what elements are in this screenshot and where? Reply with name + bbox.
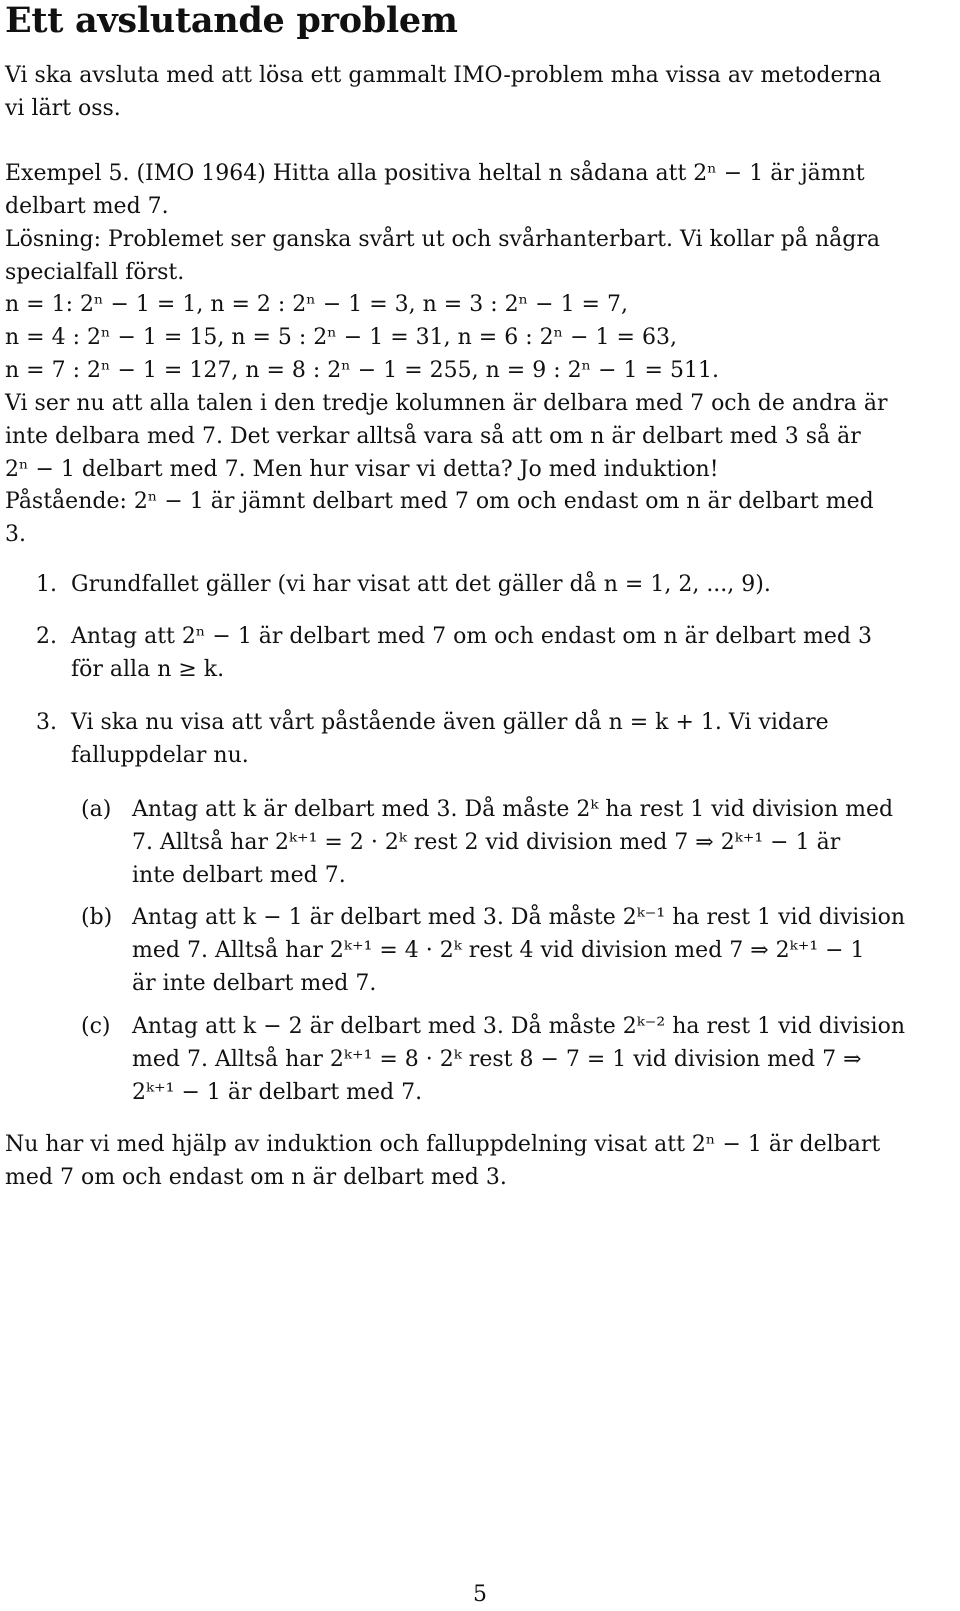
claim-line-2: 3. [5,522,26,547]
subcase-text: 2ᵏ⁺¹ − 1 är delbart med 7. [132,1080,423,1105]
subcase-text: 7. Alltså har 2ᵏ⁺¹ = 2 · 2ᵏ rest 2 vid division med 7 ⇒ 2ᵏ⁺¹ − 1 är [132,830,841,855]
subcase-label: (c) [81,1014,111,1039]
intro-line-1: Vi ska avsluta med att lösa ett gammalt IMO-problem mha vissa av metoderna [5,63,882,88]
step-text: Antag att 2ⁿ − 1 är delbart med 7 om och endast om n är delbart med 3 [71,624,872,649]
claim-line-1: Påstående: 2ⁿ − 1 är jämnt delbart med 7 om och endast om n är delbart med [5,489,874,514]
solution-line-2: specialfall först. [5,260,185,285]
subcase-text: Antag att k är delbart med 3. Då måste 2ᵏ ha rest 1 vid division med [132,797,894,822]
cases-line-3: n = 7 : 2ⁿ − 1 = 127, n = 8 : 2ⁿ − 1 = 255, n = 9 : 2ⁿ − 1 = 511. [5,358,719,383]
conclusion-line-1: Nu har vi med hjälp av induktion och falluppdelning visat att 2ⁿ − 1 är delbart [5,1132,881,1157]
subcase-label: (b) [81,905,113,930]
cases-line-1: n = 1: 2ⁿ − 1 = 1, n = 2 : 2ⁿ − 1 = 3, n = 3 : 2ⁿ − 1 = 7, [5,292,628,317]
step-label: 2. [36,624,57,649]
subcase-text: med 7. Alltså har 2ᵏ⁺¹ = 8 · 2ᵏ rest 8 − 7 = 1 vid division med 7 ⇒ [132,1047,862,1072]
step-label: 3. [36,710,57,735]
subcase-text: Antag att k − 2 är delbart med 3. Då måste 2ᵏ⁻² ha rest 1 vid division [132,1014,905,1039]
example-line-1: Exempel 5. (IMO 1964) Hitta alla positiva heltal n sådana att 2ⁿ − 1 är jämnt [5,161,865,186]
step-label: 1. [36,572,57,597]
cases-line-2: n = 4 : 2ⁿ − 1 = 15, n = 5 : 2ⁿ − 1 = 31, n = 6 : 2ⁿ − 1 = 63, [5,325,677,350]
subcase-label: (a) [81,797,112,822]
observation-line-2: inte delbara med 7. Det verkar alltså vara så att om n är delbart med 3 så är [5,424,861,449]
section-title: Ett avslutande problem [5,0,458,41]
subcase-text: med 7. Alltså har 2ᵏ⁺¹ = 4 · 2ᵏ rest 4 vid division med 7 ⇒ 2ᵏ⁺¹ − 1 [132,938,865,963]
solution-line-1: Lösning: Problemet ser ganska svårt ut och svårhanterbart. Vi kollar på några [5,227,880,252]
step-text: Grundfallet gäller (vi har visat att det gäller då n = 1, 2, ..., 9). [71,572,771,597]
subcase-text: är inte delbart med 7. [132,971,377,996]
intro-line-2: vi lärt oss. [5,96,121,121]
step-text: för alla n ≥ k. [71,657,225,682]
subcase-text: inte delbart med 7. [132,863,346,888]
page-number: 5 [473,1582,487,1607]
observation-line-1: Vi ser nu att alla talen i den tredje kolumnen är delbara med 7 och de andra är [5,391,888,416]
conclusion-line-2: med 7 om och endast om n är delbart med 3. [5,1165,507,1190]
subcase-text: Antag att k − 1 är delbart med 3. Då måste 2ᵏ⁻¹ ha rest 1 vid division [132,905,905,930]
observation-line-3: 2ⁿ − 1 delbart med 7. Men hur visar vi detta? Jo med induktion! [5,457,719,482]
example-line-2: delbart med 7. [5,194,169,219]
step-text: falluppdelar nu. [71,743,249,768]
step-text: Vi ska nu visa att vårt påstående även gäller då n = k + 1. Vi vidare [71,710,829,735]
